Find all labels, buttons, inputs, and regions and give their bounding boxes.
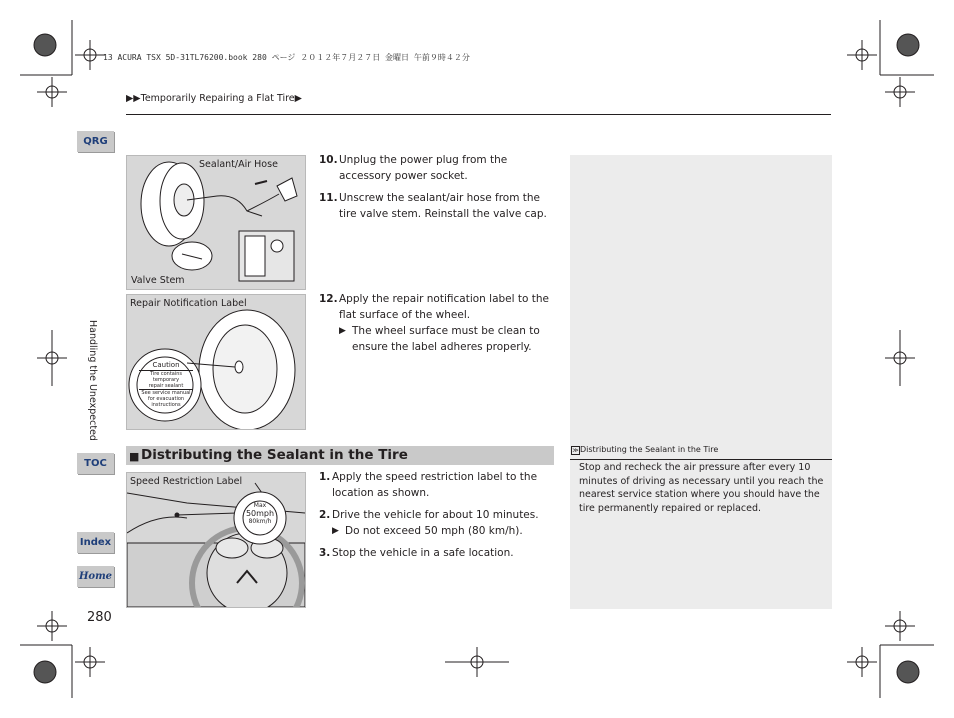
steps-10-11 (319, 152, 557, 228)
header-rule (126, 114, 831, 115)
print-header: 13 ACURA TSX 5D-31TL76200.book 280 ページ ２０１２年７月２７日 金曜日 午前９時４２分 (103, 53, 470, 62)
step-10: 10. Unplug the power plug from the accessory power socket. (319, 154, 508, 182)
label-sealant-air-hose: Sealant/Air Hose (199, 159, 278, 170)
sticker-line1: Tire contains temporary (149, 371, 183, 383)
label-speed-restriction: Speed Restriction Label (130, 476, 243, 487)
side-note-header: ≫ Distributing the Sealant in the Tire (570, 445, 832, 460)
section-title: Distributing the Sealant in the Tire (141, 447, 408, 463)
index-button[interactable]: Index (77, 532, 114, 553)
step-2: 2. Drive the vehicle for about 10 minutes. ▶ Do not exceed 50 mph (80 km/h). (319, 507, 551, 539)
breadcrumb-end-arrow: ▶ (294, 93, 302, 104)
figure-speed-label (126, 472, 306, 608)
step-11: 11. Unscrew the sealant/air hose from the tire valve stem. Reinstall the valve cap. (319, 192, 547, 220)
breadcrumb[interactable] (126, 93, 302, 104)
section-heading (126, 446, 554, 465)
step-1: 1. Apply the speed restriction label to the location as shown. (319, 471, 538, 499)
breadcrumb-arrows: ▶▶ (126, 93, 141, 104)
speed-sticker-max: Max (253, 502, 267, 509)
speed-sticker (242, 502, 278, 526)
step-12-block (319, 291, 551, 361)
qrg-button[interactable]: QRG (77, 131, 114, 152)
step-12-note: ▶ The wheel surface must be clean to ensure the label adheres properly. (339, 325, 540, 353)
figure-repair-label (126, 294, 306, 430)
steps-1-3 (319, 469, 551, 567)
label-repair-notification: Repair Notification Label (130, 298, 247, 309)
step-2-note: ▶ Do not exceed 50 mph (80 km/h). (332, 525, 523, 537)
step-3: 3. Stop the vehicle in a safe location. (319, 547, 514, 559)
repair-sticker (139, 361, 193, 408)
step-12: 12. Apply the repair notification label to the flat surface of the wheel. ▶ The wheel surface must be clean to ensure the label adheres properly. (319, 293, 549, 353)
sticker-line2: repair sealant (139, 383, 193, 390)
chapter-side-label: Handling the Unexpected (87, 320, 98, 441)
sticker-line5: instructions (151, 402, 181, 408)
dashboard-illustration (127, 473, 305, 607)
home-button[interactable]: Home (77, 566, 114, 587)
side-note-box (570, 155, 832, 609)
sealant-hose-illustration (127, 156, 305, 289)
note-arrow-icon: ▶ (339, 326, 346, 336)
side-note-body: Stop and recheck the air pressure after every 10 minutes of driving as necessary until you reach the nearest service station where you should have the tire permanently repaired or replaced. (579, 462, 824, 514)
breadcrumb-link[interactable]: Temporarily Repairing a Flat Tire (140, 93, 295, 104)
section-marker-icon: ■ (129, 450, 140, 463)
sticker-caution: Caution (139, 361, 193, 371)
info-icon: ≫ (572, 447, 579, 454)
label-valve-stem: Valve Stem (131, 275, 185, 286)
speed-sticker-mph: 50mph (245, 509, 275, 518)
speed-sticker-kmh: 80km/h (248, 518, 272, 525)
figure-sealant-hose (126, 155, 306, 290)
toc-button[interactable]: TOC (77, 453, 114, 474)
sticker-line4: for evacuation (147, 396, 185, 402)
note-arrow-icon: ▶ (332, 526, 339, 536)
page-number: 280 (87, 610, 112, 625)
sticker-line3: See service manual (141, 390, 191, 396)
